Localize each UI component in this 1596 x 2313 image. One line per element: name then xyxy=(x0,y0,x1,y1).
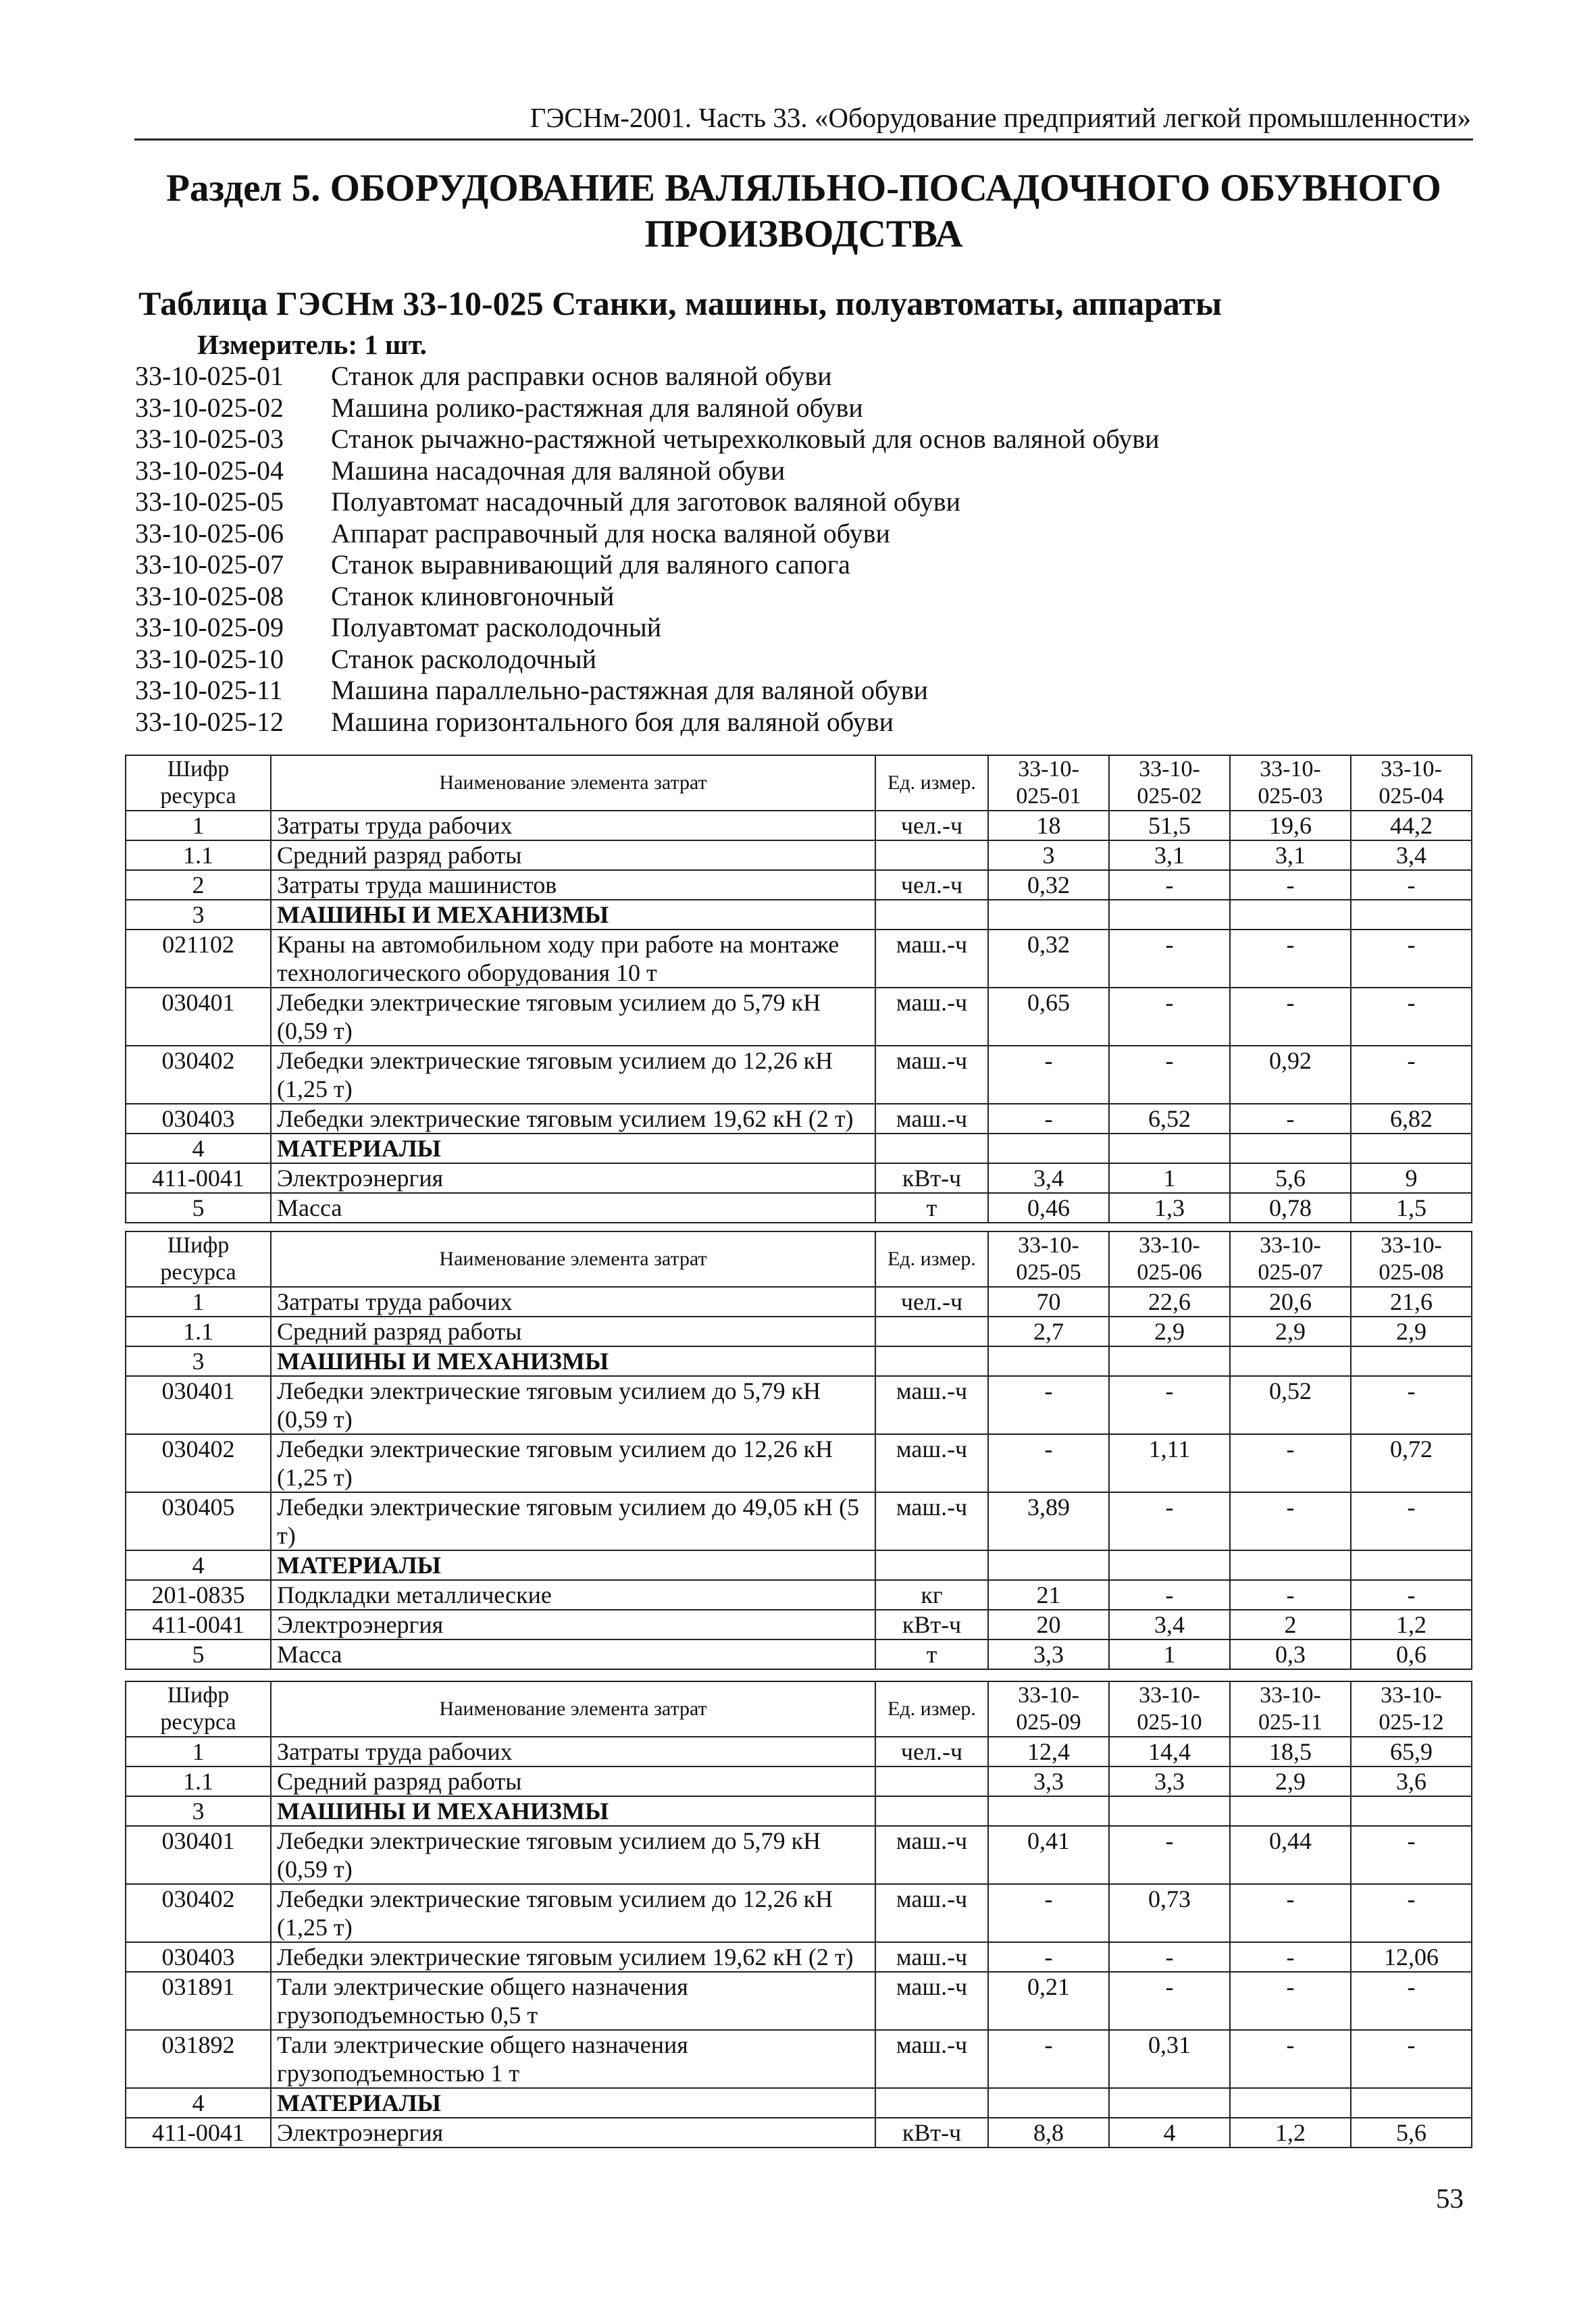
table-row: 030402 Лебедки электрические тяговым усилием до 12,26 кН (1,25 т) маш.-ч - 0,73 - - xyxy=(126,1884,1472,1942)
table-row: 411-0041 Электроэнергия кВт-ч 3,4 1 5,6 9 xyxy=(126,1163,1472,1193)
code-list-code: 33-10-025-05 xyxy=(135,486,284,517)
code-list-name: Полуавтомат насадочный для заготовок валяной обуви xyxy=(331,486,961,517)
running-header: ГЭСНм-2001. Часть 33. «Оборудование предприятий легкой промышленности» xyxy=(530,102,1471,133)
norm-table-3 xyxy=(125,1681,1472,2148)
table-row: 1 Затраты труда рабочих чел.-ч 70 22,6 20,6 21,6 xyxy=(126,1287,1472,1317)
code-list-name: Машина параллельно-растяжная для валяной обуви xyxy=(331,675,929,705)
norm-column-header: 33-10- 025-09 xyxy=(988,1681,1109,1737)
table-row: 021102 Краны на автомобильном ходу при работе на монтаже технологического оборудования 10 т маш.-ч 0,32 - - - xyxy=(126,930,1472,988)
norm-column-header: 33-10- 025-12 xyxy=(1351,1681,1472,1737)
table-row: 030401 Лебедки электрические тяговым усилием до 5,79 кН (0,59 т) маш.-ч 0,41 - 0,44 - xyxy=(126,1826,1472,1884)
code-list-item xyxy=(135,361,1160,392)
code-list-item xyxy=(135,612,1160,644)
table-row: 2 Затраты труда машинистов чел.-ч 0,32 - - - xyxy=(126,870,1472,900)
code-list-name: Станок выравнивающий для валяного сапога xyxy=(331,549,850,580)
code-list-code: 33-10-025-03 xyxy=(135,424,284,454)
table-row: 5 Масса т 3,3 1 0,3 0,6 xyxy=(126,1640,1472,1669)
code-list-item xyxy=(135,518,1160,550)
code-list-name: Машина насадочная для валяной обуви xyxy=(331,455,786,486)
name-column-header: Наименование элемента затрат xyxy=(271,1681,875,1737)
code-list-code: 33-10-025-10 xyxy=(135,643,284,674)
table-row: 5 Масса т 0,46 1,3 0,78 1,5 xyxy=(126,1193,1472,1223)
table-row: 411-0041 Электроэнергия кВт-ч 20 3,4 2 1,2 xyxy=(126,1610,1472,1640)
code-list-name: Станок рычажно-растяжной четырехколковый для основ валяной обуви xyxy=(331,424,1160,454)
code-list-item xyxy=(135,581,1160,613)
name-column-header: Наименование элемента затрат xyxy=(271,755,875,811)
table-row: 030403 Лебедки электрические тяговым усилием 19,62 кН (2 т) маш.-ч - - - 12,06 xyxy=(126,1942,1472,1972)
table-row: 031892 Тали электрические общего назначения грузоподъемностью 1 т маш.-ч - 0,31 - - xyxy=(126,2030,1472,2088)
table-group-row: 4 МАТЕРИАЛЫ xyxy=(126,2088,1472,2118)
norm-column-header: 33-10- 025-10 xyxy=(1109,1681,1230,1737)
code-list-item xyxy=(135,486,1160,518)
section-title xyxy=(101,166,1506,257)
norm-column-header: 33-10- 025-08 xyxy=(1351,1231,1472,1287)
code-list-code: 33-10-025-11 xyxy=(135,675,283,705)
norm-table-2 xyxy=(125,1231,1472,1670)
table-row: 031891 Тали электрические общего назначения грузоподъемностью 0,5 т маш.-ч 0,21 - - - xyxy=(126,1972,1472,2030)
table-row: 1 Затраты труда рабочих чел.-ч 12,4 14,4 18,5 65,9 xyxy=(126,1737,1472,1766)
table-row: 030401 Лебедки электрические тяговым усилием до 5,79 кН (0,59 т) маш.-ч - - 0,52 - xyxy=(126,1376,1472,1434)
code-list-name: Аппарат расправочный для носка валяной обуви xyxy=(331,517,890,549)
norm-column-header: 33-10- 025-06 xyxy=(1109,1231,1230,1287)
code-list-item xyxy=(135,707,1160,738)
norm-column-header: 33-10- 025-03 xyxy=(1230,755,1351,811)
code-list-code: 33-10-025-09 xyxy=(135,612,284,642)
code-list-code: 33-10-025-08 xyxy=(135,580,284,611)
code-list-code: 33-10-025-06 xyxy=(135,517,284,549)
code-list-item xyxy=(135,549,1160,581)
code-column-header: Шифр ресурса xyxy=(126,1681,271,1737)
code-list-code: 33-10-025-01 xyxy=(135,361,284,391)
norm-table-1 xyxy=(125,755,1472,1223)
table-row: 030405 Лебедки электрические тяговым усилием до 49,05 кН (5 т) маш.-ч 3,89 - - - xyxy=(126,1492,1472,1550)
code-list-item xyxy=(135,392,1160,424)
table-row: 1 Затраты труда рабочих чел.-ч 18 51,5 19,6 44,2 xyxy=(126,811,1472,840)
measure-unit: Измеритель: 1 шт. xyxy=(197,329,427,360)
code-list-name: Станок расколодочный xyxy=(331,643,597,674)
code-list-code: 33-10-025-02 xyxy=(135,392,284,423)
code-list-item xyxy=(135,455,1160,487)
code-list-name: Машина ролико-растяжная для валяной обуви xyxy=(331,392,863,423)
code-column-header: Шифр ресурса xyxy=(126,755,271,811)
code-list-name: Станок для расправки основ валяной обуви xyxy=(331,361,832,391)
table-group-row: 3 МАШИНЫ И МЕХАНИЗМЫ xyxy=(126,1796,1472,1826)
code-list-name: Машина горизонтального боя для валяной обуви xyxy=(331,706,894,737)
norm-column-header: 33-10- 025-01 xyxy=(988,755,1109,811)
table-row: 1.1 Средний разряд работы 3,3 3,3 2,9 3,6 xyxy=(126,1766,1472,1796)
table-row: 1.1 Средний разряд работы 3 3,1 3,1 3,4 xyxy=(126,840,1472,870)
table-row: 030401 Лебедки электрические тяговым усилием до 5,79 кН (0,59 т) маш.-ч 0,65 - - - xyxy=(126,988,1472,1046)
code-list-name: Станок клиновгоночный xyxy=(331,580,615,611)
table-row: 030403 Лебедки электрические тяговым усилием 19,62 кН (2 т) маш.-ч - 6,52 - 6,82 xyxy=(126,1104,1472,1134)
section-title-line1: Раздел 5. ОБОРУДОВАНИЕ ВАЛЯЛЬНО-ПОСАДОЧНОГО ОБУВНОГО xyxy=(166,167,1441,209)
table-row: 201-0835 Подкладки металлические кг 21 - - - xyxy=(126,1580,1472,1610)
table-title: Таблица ГЭСНм 33-10-025 Станки, машины, полуавтоматы, аппараты xyxy=(138,284,1222,322)
table-group-row: 4 МАТЕРИАЛЫ xyxy=(126,1550,1472,1580)
code-list-code: 33-10-025-04 xyxy=(135,455,284,486)
table-group-row: 3 МАШИНЫ И МЕХАНИЗМЫ xyxy=(126,1346,1472,1376)
page-number: 53 xyxy=(1436,2183,1464,2214)
code-list-code: 33-10-025-07 xyxy=(135,549,284,580)
unit-column-header: Ед. измер. xyxy=(875,755,988,811)
header-rule xyxy=(134,138,1473,141)
code-list-item xyxy=(135,424,1160,455)
unit-column-header: Ед. измер. xyxy=(875,1231,988,1287)
table-group-row: 3 МАШИНЫ И МЕХАНИЗМЫ xyxy=(126,900,1472,930)
code-list-item xyxy=(135,644,1160,676)
unit-column-header: Ед. измер. xyxy=(875,1681,988,1737)
code-list-code: 33-10-025-12 xyxy=(135,706,284,737)
table-row: 1.1 Средний разряд работы 2,7 2,9 2,9 2,9 xyxy=(126,1317,1472,1346)
table-group-row: 4 МАТЕРИАЛЫ xyxy=(126,1134,1472,1163)
code-list-item xyxy=(135,675,1160,707)
norm-column-header: 33-10- 025-07 xyxy=(1230,1231,1351,1287)
name-column-header: Наименование элемента затрат xyxy=(271,1231,875,1287)
norm-column-header: 33-10- 025-04 xyxy=(1351,755,1472,811)
table-row: 030402 Лебедки электрические тяговым усилием до 12,26 кН (1,25 т) маш.-ч - 1,11 - 0,72 xyxy=(126,1434,1472,1492)
code-list-name: Полуавтомат расколодочный xyxy=(331,612,662,642)
norm-column-header: 33-10- 025-02 xyxy=(1109,755,1230,811)
table-row: 411-0041 Электроэнергия кВт-ч 8,8 4 1,2 5,6 xyxy=(126,2118,1472,2147)
code-column-header: Шифр ресурса xyxy=(126,1231,271,1287)
section-title-line2: ПРОИЗВОДСТВА xyxy=(644,213,963,255)
table-row: 030402 Лебедки электрические тяговым усилием до 12,26 кН (1,25 т) маш.-ч - - 0,92 - xyxy=(126,1046,1472,1104)
norm-column-header: 33-10- 025-11 xyxy=(1230,1681,1351,1737)
norm-column-header: 33-10- 025-05 xyxy=(988,1231,1109,1287)
code-list xyxy=(135,361,1160,738)
